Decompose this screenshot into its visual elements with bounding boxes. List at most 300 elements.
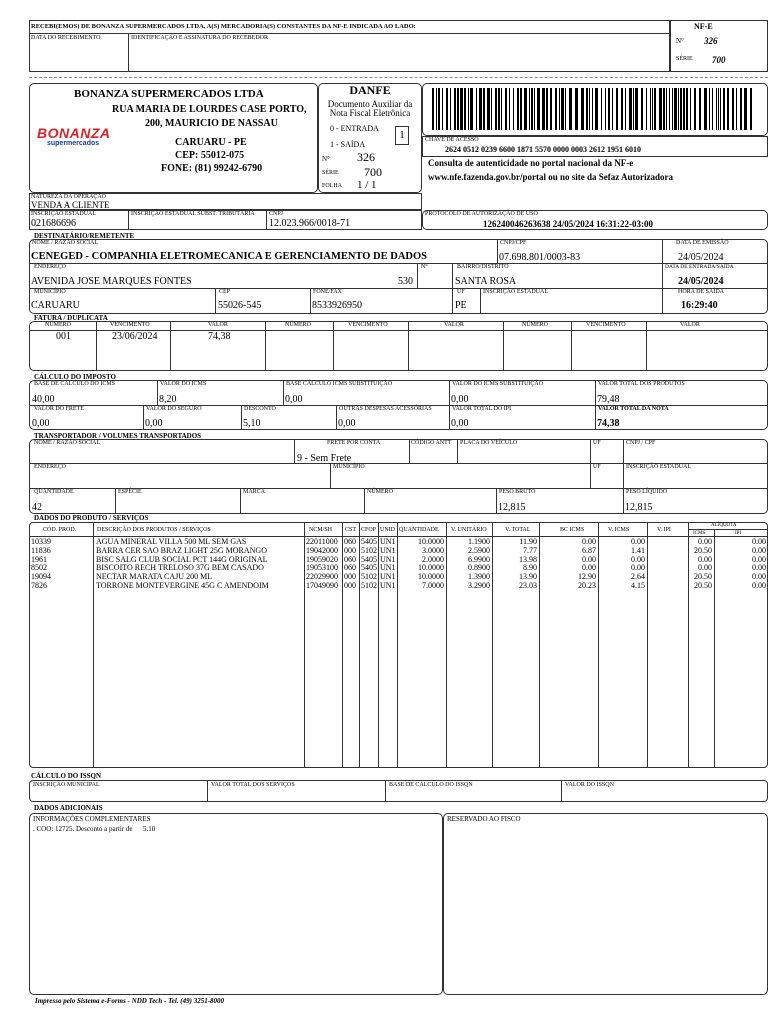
dest-bairro: SANTA ROSA: [455, 276, 517, 287]
barcode-bar: [621, 88, 623, 130]
bonanza-logo: [37, 127, 123, 149]
cell-aicms: 20.50: [694, 545, 712, 555]
danfe-numero-label: N°: [322, 155, 330, 163]
table-row: [0, 537, 768, 546]
fat-h-venc-3: VENCIMENTO: [586, 322, 626, 328]
fat-h-valor-1: VALOR: [208, 322, 228, 328]
cell-desc: BARRA CER SAO BRAZ LIGHT 25G MORANGO: [96, 545, 267, 555]
barcode-bar: [633, 88, 634, 130]
canhoto-text: RECEBI(EMOS) DE BONANZA SUPERMERCADOS LTDA, A(S) MERCADORIA(S) CONSTANTES DA NF-E INDICADA AO LADO:: [31, 23, 416, 30]
barcode-bar: [505, 88, 507, 130]
danfe-tipo: 1: [399, 129, 405, 141]
barcode-bar: [686, 88, 688, 130]
barcode-bar: [495, 88, 497, 130]
cell-aicms: 20.50: [694, 572, 712, 582]
cell-cod: 7826: [31, 581, 47, 590]
transp-endereco-label: ENDEREÇO: [34, 464, 66, 470]
barcode-bar: [694, 88, 696, 130]
danfe-folha: 1 / 1: [357, 179, 377, 191]
cell-vunit: 0.8900: [468, 563, 490, 573]
fat-h-numero-2: NÚMERO: [285, 322, 312, 328]
transp-ie-label: INSCRIÇÃO ESTADUAL: [626, 464, 692, 470]
barcode-bar: [654, 88, 656, 130]
cell-unid: UN1: [380, 554, 396, 564]
issqn-bc-label: BASE DE CÁLCULO DO ISSQN: [389, 782, 473, 788]
cell-cod: 19094: [31, 572, 51, 582]
cell-aicms: 0.00: [698, 563, 712, 573]
prod-h-cod: CÓD. PROD.: [43, 527, 77, 533]
data-recebimento-label: DATA DO RECEBIMENTO: [31, 35, 101, 41]
bc-st-label: BASE CÁLCULO ICMS SUBSTITUIÇÃO: [286, 381, 393, 387]
barcode-bar: [483, 88, 485, 130]
danfe-sub1: Documento Auxiliar da: [327, 99, 413, 109]
prod-h-vtotal: V. TOTAL: [505, 527, 531, 533]
cell-aipi: 0.00: [752, 581, 766, 590]
barcode-bar: [432, 88, 434, 130]
frete-label: VALOR DO FRETE: [34, 406, 84, 412]
seguro-label: VALOR DO SEGURO: [146, 406, 202, 412]
barcode-bar: [740, 88, 742, 130]
desconto: 5,10: [243, 418, 261, 429]
prod-h-cst: CST: [345, 527, 357, 533]
cell-bc: 12.90: [578, 572, 596, 582]
barcode-bar: [476, 88, 477, 130]
barcode-bar: [646, 88, 647, 130]
cnpj-label: CNPJ: [269, 211, 284, 217]
dest-cep: 55026-545: [218, 300, 262, 311]
barcode: [432, 88, 758, 130]
dest-cep-label: CEP: [219, 289, 231, 295]
barcode-bar: [718, 88, 719, 130]
cell-cst: 000: [344, 572, 356, 582]
danfe-numero: 326: [357, 150, 375, 164]
barcode-bar: [592, 88, 593, 130]
transp-marca-label: MARCA: [243, 489, 266, 495]
cell-vicms: 0.00: [631, 554, 645, 564]
dest-bairro-label: BAIRRO/DISTRITO: [457, 264, 509, 270]
barcode-bar: [605, 88, 606, 130]
prod-h-vipi: V. IPI: [657, 527, 671, 533]
dest-nome-label: NOME / RAZÃO SOCIAL: [32, 240, 99, 246]
danfe-tipo-box: [395, 126, 409, 145]
cell-unid: UN1: [380, 572, 396, 582]
barcode-bar: [446, 88, 448, 130]
barcode-bar: [529, 88, 530, 130]
cell-vtotal: 13.98: [519, 554, 537, 564]
consulta-line1: Consulta de autenticidade no portal nacional da NF-e: [428, 158, 634, 168]
fisco-label: RESERVADO AO FISCO: [447, 815, 521, 823]
cell-vunit: 2.5900: [468, 545, 490, 555]
prod-h-aipi: IPI: [735, 531, 742, 536]
cell-vunit: 1.1900: [468, 537, 490, 546]
transp-frete-label: FRETE POR CONTA: [327, 440, 381, 446]
cell-aipi: 0.00: [752, 545, 766, 555]
barcode-bar: [666, 88, 667, 130]
dest-cnpj: 07.698.801/0003-83: [499, 252, 581, 263]
cell-qtd: 10.0000: [418, 563, 444, 573]
outras-label: OUTRAS DESPESAS ACESSÓRIAS: [339, 406, 432, 412]
barcode-bar: [732, 88, 734, 130]
transp-numero-label: NÚMERO: [367, 489, 394, 495]
dest-municipio-label: MUNICÍPIO: [34, 289, 66, 295]
total-nota: 74,38: [597, 418, 620, 429]
barcode-bar: [595, 88, 598, 130]
chave-valor: 2624 0512 0239 6600 1871 5570 0000 0003 2612 1951 6010: [445, 145, 641, 154]
cell-desc: AGUA MINERAL VILLA 500 ML SEM GAS: [96, 537, 247, 546]
barcode-bar: [550, 88, 552, 130]
dest-uf-label: UF: [457, 289, 465, 295]
dest-fone: 8533926950: [312, 300, 362, 311]
prod-h-ncm: NCM/SH: [309, 527, 333, 533]
barcode-bar: [479, 88, 482, 130]
cell-aipi: 0.00: [752, 554, 766, 564]
transp-cnpj-label: CNPJ / CPF: [626, 440, 656, 446]
total-prod-label: VALOR TOTAL DOS PRODUTOS: [598, 381, 685, 387]
emitente-endereco2: 200, MAURICIO DE NASSAU: [145, 118, 278, 129]
protocolo-label: PROTOCOLO DE AUTORIZAÇÃO DE USO: [425, 211, 538, 217]
dest-municipio: CARUARU: [31, 300, 80, 311]
barcode-bar: [690, 88, 691, 130]
prod-h-unid: UNID: [380, 527, 395, 533]
cell-bc: 0.00: [582, 537, 596, 546]
chave-label: CHAVE DE ACESSO: [425, 137, 479, 143]
cell-qtd: 3.0000: [422, 545, 444, 555]
fat-h-venc-1: VENCIMENTO: [110, 322, 150, 328]
barcode-bar: [608, 88, 610, 130]
barcode-bar: [537, 88, 540, 130]
cell-ncm: 19053100: [306, 563, 338, 573]
barcode-bar: [744, 88, 747, 130]
canhoto-numero-label: N°: [676, 37, 684, 45]
barcode-bar: [575, 88, 578, 130]
cell-cod: 10339: [31, 537, 51, 546]
info-box: [29, 813, 443, 995]
barcode-bar: [709, 88, 710, 130]
cell-vunit: 3.2900: [468, 581, 490, 590]
fat-h-numero-3: NÚMERO: [522, 322, 549, 328]
cell-qtd: 10.0000: [418, 572, 444, 582]
cell-vunit: 6.9900: [468, 554, 490, 564]
table-row: [0, 572, 768, 581]
barcode-bar: [555, 88, 557, 130]
barcode-bar: [674, 88, 677, 130]
prod-h-desc: DESCRIÇÃO DOS PRODUTOS / SERVIÇOS: [97, 527, 211, 533]
cell-cfop: 5405: [361, 537, 377, 546]
canhoto-numero: 326: [704, 36, 718, 46]
dest-uf: PE: [455, 300, 467, 311]
transp-antt-label: CÓDIGO ANTT: [411, 440, 452, 446]
bc-icms-label: BASE DE CÁLCULO DO ICMS: [34, 381, 116, 387]
cell-vicms: 4.15: [631, 581, 645, 590]
cell-cfop: 5405: [361, 554, 377, 564]
cell-bc: 6.87: [582, 545, 596, 555]
ie-valor: 021686696: [31, 218, 76, 229]
barcode-bar: [470, 88, 473, 130]
logo-sub: supermercados: [47, 140, 100, 147]
barcode-bar: [678, 88, 679, 130]
barcode-bar: [513, 88, 514, 130]
cell-cst: 000: [344, 581, 356, 590]
cell-vtotal: 13.90: [519, 572, 537, 582]
barcode-bar: [589, 88, 590, 130]
prod-h-cfop: CFOP: [361, 527, 377, 533]
dest-hora-label: HORA DE SAÍDA: [678, 289, 725, 295]
barcode-bar: [517, 88, 519, 130]
barcode-bar: [699, 88, 701, 130]
info-text: . COO: 12725. Desconto a partir de 5.10: [33, 825, 156, 833]
icms-label: VALOR DO ICMS: [160, 381, 207, 387]
canhoto-cut-line: [29, 77, 768, 78]
cell-cfop: 5405: [361, 563, 377, 573]
barcode-bar: [629, 88, 632, 130]
fat-h-valor-2: VALOR: [444, 322, 464, 328]
barcode-bar: [612, 88, 613, 130]
ipi: 0,00: [451, 418, 469, 429]
barcode-bar: [652, 88, 653, 130]
cell-ncm: 19059020: [306, 554, 338, 564]
barcode-bar: [581, 88, 584, 130]
cell-unid: UN1: [380, 581, 396, 590]
barcode-bar: [736, 88, 737, 130]
barcode-bar: [501, 88, 502, 130]
natureza-valor: VENDA A CLIENTE: [31, 200, 110, 210]
cell-aipi: 0.00: [752, 563, 766, 573]
cell-desc: TORRONE MONTEVERGINE 45G C AMENDOIM: [96, 581, 269, 590]
cell-cst: 000: [344, 545, 356, 555]
outras: 0,00: [338, 418, 356, 429]
cell-cst: 060: [344, 563, 356, 573]
fat-valor: 74,38: [208, 331, 231, 342]
canhoto-serie: 700: [712, 55, 726, 65]
issqn-im-label: INSCRIÇÃO MUNICIPAL: [33, 782, 100, 788]
transportador-section: TRANSPORTADOR / VOLUMES TRANSPORTADOS: [34, 432, 202, 440]
emitente-endereco1: RUA MARIA DE LOURDES CASE PORTO,: [112, 104, 307, 115]
transp-qtd-label: QUANTIDADE: [34, 489, 74, 495]
barcode-bar: [559, 88, 560, 130]
barcode-bar: [586, 88, 588, 130]
danfe-title: DANFE: [349, 83, 391, 97]
dest-cnpj-label: CNPJ/CPF: [500, 240, 527, 246]
barcode-bar: [712, 88, 713, 130]
prod-h-qtd: QUANTIDADE: [399, 527, 439, 533]
barcode-bar: [565, 88, 566, 130]
dest-ie-label: INSCRIÇÃO ESTADUAL: [483, 289, 549, 295]
danfe-folha-label: FOLHA: [322, 183, 343, 189]
barcode-bar: [546, 88, 548, 130]
barcode-bar: [450, 88, 451, 130]
cnpj-valor: 12.023.966/0018-71: [269, 218, 351, 229]
transp-placa-label: PLACA DO VEÍCULO: [460, 440, 518, 446]
fatura-section: FATURA / DUPLICATA: [34, 314, 108, 322]
destinatario-section: DESTINATÁRIO/REMETENTE: [34, 232, 135, 240]
issqn-vts-label: VALOR TOTAL DOS SERVIÇOS: [211, 782, 295, 788]
cell-aicms: 0.00: [698, 537, 712, 546]
fat-numero: 001: [56, 331, 71, 342]
cell-bc: 0.00: [582, 563, 596, 573]
transp-qtd: 42: [32, 502, 42, 513]
cell-aicms: 0.00: [698, 554, 712, 564]
table-row: [0, 555, 768, 564]
fisco-box: [443, 813, 768, 995]
barcode-bar: [601, 88, 602, 130]
cell-aipi: 0.00: [752, 572, 766, 582]
barcode-bar: [750, 88, 752, 130]
canhoto-nfe-label: NF-E: [694, 22, 713, 31]
cell-unid: UN1: [380, 537, 396, 546]
transp-peso-bruto-label: PESO BRUTO: [499, 489, 536, 495]
cell-ncm: 22029900: [306, 572, 338, 582]
adicionais-section: DADOS ADICIONAIS: [34, 804, 103, 812]
emitente-nome: BONANZA SUPERMERCADOS LTDA: [74, 88, 264, 100]
icms: 8,20: [159, 394, 177, 405]
cell-qtd: 2.0000: [422, 554, 444, 564]
barcode-bar: [438, 88, 440, 130]
identificacao-label: IDENTIFICAÇÃO E ASSINATURA DO RECEBEDOR: [131, 35, 269, 41]
cell-cst: 060: [344, 554, 356, 564]
dest-saida: 24/05/2024: [678, 276, 724, 287]
transp-uf-label: UF: [593, 440, 601, 446]
prod-h-bcicms: BC ICMS: [560, 527, 585, 533]
cell-vtotal: 11.90: [519, 537, 537, 546]
cell-vicms: 0.00: [631, 563, 645, 573]
fat-h-venc-2: VENCIMENTO: [348, 322, 388, 328]
barcode-bar: [641, 88, 643, 130]
prod-h-aliq: ALÍQUOTA: [711, 523, 737, 528]
dest-numero-label: N°: [421, 264, 428, 270]
ie-label: INSCRIÇÃO ESTADUAL: [31, 211, 97, 217]
emitente-cep: CEP: 55012-075: [175, 150, 245, 161]
cell-unid: UN1: [380, 563, 396, 573]
barcode-bar: [704, 88, 707, 130]
barcode-bar: [561, 88, 564, 130]
dest-emissao-label: DATA DE EMISSÃO: [676, 240, 729, 246]
bc-st: 0,00: [285, 394, 303, 405]
danfe-serie: 700: [364, 165, 382, 179]
barcode-bar: [457, 88, 459, 130]
barcode-bar: [716, 88, 717, 130]
transp-peso-bruto: 12,815: [498, 502, 526, 513]
barcode-bar: [727, 88, 729, 130]
bc-icms: 40,00: [32, 394, 55, 405]
prod-h-vunit: V. UNITÁRIO: [451, 527, 487, 533]
produtos-section: DADOS DO PRODUTO / SERVIÇOS: [34, 514, 149, 522]
transp-peso-liq: 12,815: [625, 502, 653, 513]
cell-vtotal: 7.77: [523, 545, 537, 555]
barcode-bar: [491, 88, 492, 130]
transportador-box: [29, 439, 768, 514]
transp-municipio-label: MUNICÍPIO: [333, 464, 365, 470]
info-label: INFORMAÇÕES COMPLEMENTARES: [33, 815, 151, 823]
cell-unid: UN1: [380, 545, 396, 555]
cell-bc: 20.23: [578, 581, 596, 590]
issqn-section: CÁLCULO DO ISSQN: [31, 772, 102, 780]
barcode-bar: [524, 88, 527, 130]
icms-st: 0,00: [451, 394, 469, 405]
icms-st-label: VALOR DO ICMS SUBSTITUIÇÃO: [452, 381, 544, 387]
transp-especie-label: ESPÉCIE: [118, 489, 142, 495]
barcode-bar: [520, 88, 522, 130]
cell-ncm: 17049090: [306, 581, 338, 590]
barcode-bar: [680, 88, 682, 130]
fat-vencimento: 23/06/2024: [112, 331, 158, 342]
prod-h-aicms: ICMS: [693, 531, 706, 536]
imposto-section: CÁLCULO DO IMPOSTO: [34, 373, 116, 381]
cell-bc: 0.00: [582, 554, 596, 564]
barcode-bar: [625, 88, 626, 130]
cell-cfop: 5102: [361, 572, 377, 582]
barcode-bar: [723, 88, 725, 130]
barcode-bar: [650, 88, 651, 130]
barcode-bar: [659, 88, 662, 130]
cell-vicms: 1.41: [631, 545, 645, 555]
barcode-bar: [436, 88, 437, 130]
cell-desc: NECTAR MARATA CAJU 200 ML: [96, 572, 213, 582]
cell-cod: 8502: [31, 563, 47, 573]
dest-emissao: 24/05/2024: [678, 252, 724, 263]
cell-desc: BISCOITO RECH TRELOSO 37G BEM CASADO: [96, 563, 264, 573]
cell-cfop: 5102: [361, 545, 377, 555]
barcode-bar: [454, 88, 456, 130]
ie-st-label: INSCRIÇÃO ESTADUAL SUBST. TRIBUTÁRIA: [131, 211, 255, 217]
barcode-bar: [616, 88, 618, 130]
barcode-bar: [669, 88, 670, 130]
logo-text: BONANZA: [37, 125, 111, 141]
footer-text: Impresso pelo Sistema e-Forms - NDD Tech - Tel. (49) 3251-8000: [35, 997, 225, 1005]
barcode-bar: [683, 88, 685, 130]
transp-uf2-label: UF: [593, 464, 601, 470]
protocolo-valor: 126240046263638 24/05/2024 16:31:22-03:00: [483, 219, 653, 229]
barcode-bar: [534, 88, 535, 130]
barcode-bar: [635, 88, 638, 130]
canhoto-serie-label: SÉRIE: [676, 56, 693, 62]
dest-hora: 16:29:40: [681, 300, 718, 311]
cell-cod: 11836: [31, 545, 51, 555]
cell-qtd: 7.0000: [422, 581, 444, 590]
dest-fone-label: FONE/FAX: [313, 289, 342, 295]
cell-vtotal: 23.03: [519, 581, 537, 590]
barcode-bar: [542, 88, 545, 130]
barcode-bar: [720, 88, 721, 130]
seguro: 0,00: [145, 418, 163, 429]
table-row: [0, 581, 768, 590]
dest-endereco: AVENIDA JOSE MARQUES FONTES: [31, 276, 192, 287]
ipi-label: VALOR TOTAL DO IPI: [452, 406, 512, 412]
cell-cfop: 5102: [361, 581, 377, 590]
dest-nome: CENEGED - COMPANHIA ELETROMECANICA E GERENCIAMENTO DE DADOS: [31, 251, 428, 262]
barcode-bar: [672, 88, 673, 130]
danfe-sub2: Nota Fiscal Eletrônica: [329, 108, 411, 118]
cell-cod: 1961: [31, 554, 47, 564]
cell-vicms: 2.64: [631, 572, 645, 582]
barcode-bar: [487, 88, 490, 130]
fat-h-numero-1: NÚMERO: [45, 322, 72, 328]
barcode-bar: [498, 88, 500, 130]
barcode-bar: [531, 88, 533, 130]
table-row: [0, 563, 768, 572]
frete: 0,00: [32, 418, 50, 429]
barcode-bar: [569, 88, 572, 130]
barcode-bar: [663, 88, 665, 130]
dest-endereco-label: ENDEREÇO: [34, 264, 66, 270]
consulta-line2: www.nfe.fazenda.gov.br/portal ou no site da Sefaz Autorizadora: [428, 172, 673, 182]
barcode-bar: [468, 88, 469, 130]
natureza-label: NATUREZA DA OPERAÇÃO: [31, 194, 107, 200]
cell-aicms: 20.50: [694, 581, 712, 590]
cell-vtotal: 8.90: [523, 563, 537, 573]
barcode-bar: [442, 88, 443, 130]
cell-vunit: 1.3900: [468, 572, 490, 582]
cell-ncm: 19042000: [306, 545, 338, 555]
